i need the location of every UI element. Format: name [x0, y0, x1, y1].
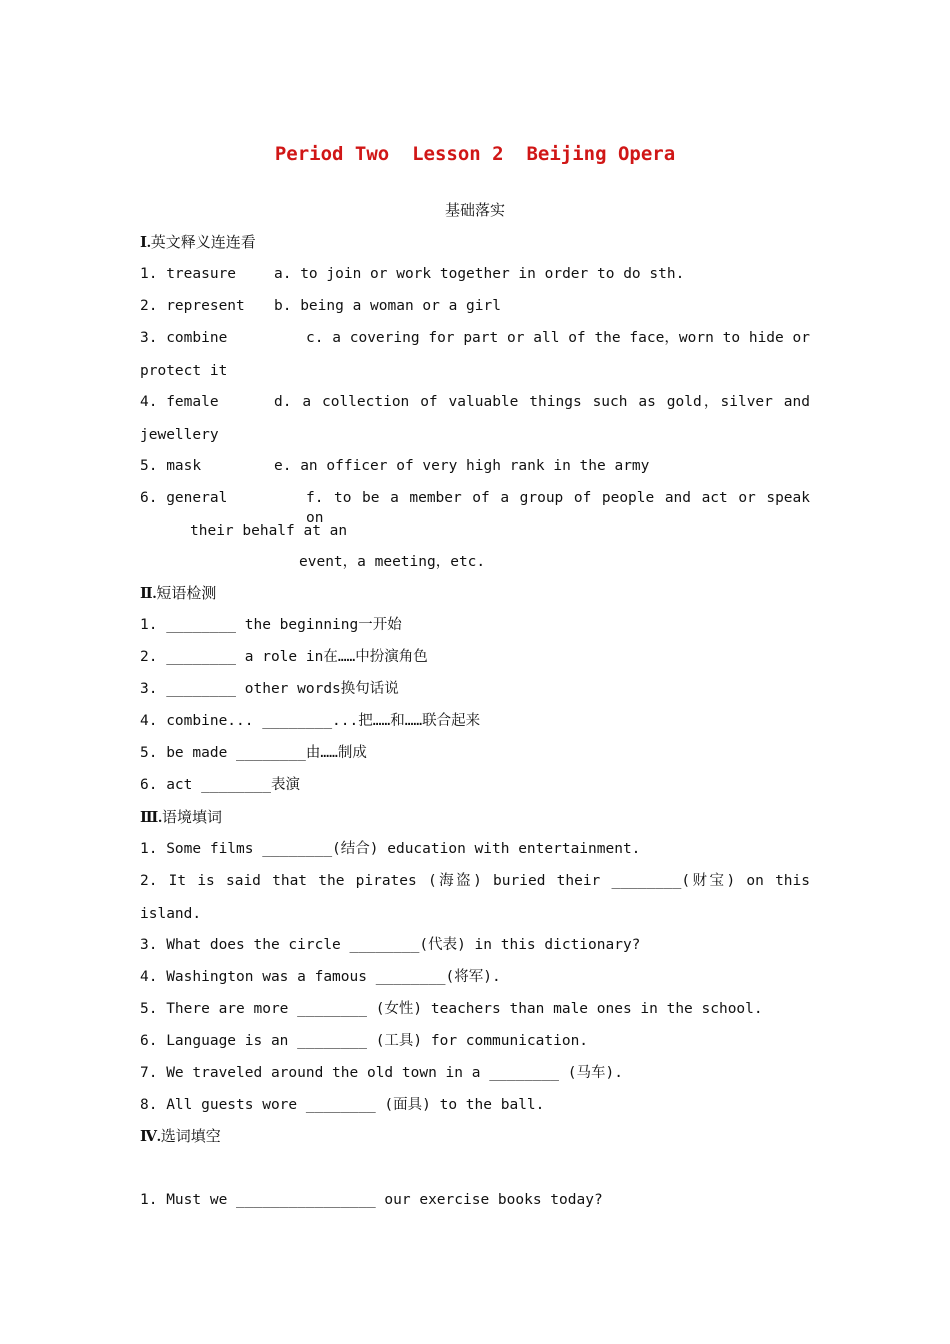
section-2-title: 短语检测 — [156, 584, 217, 602]
section-2-number: Ⅱ. — [140, 586, 157, 602]
section-4-heading — [140, 1126, 221, 1147]
word-6: 6. general — [140, 490, 228, 506]
section-3-heading — [140, 807, 222, 828]
definition-c-continued: protect it — [140, 363, 228, 379]
definition-b: b. being a woman or a girl — [274, 298, 501, 314]
section-1-heading — [140, 232, 256, 253]
phrase-item-4: 4. combine... ________...把……和……联合起来 — [140, 713, 481, 729]
phrase-item-3: 3. ________ other words换句话说 — [140, 681, 399, 697]
phrase-item-6: 6. act ________表演 — [140, 777, 300, 793]
section-2-heading — [140, 583, 216, 604]
page-title: Period Two Lesson 2 Beijing Opera — [274, 143, 676, 165]
definition-e: e. an officer of very high rank in the army — [274, 458, 650, 474]
definition-a: a. to join or work together in order to do sth. — [274, 266, 685, 282]
section-4-title: 选词填空 — [160, 1127, 221, 1145]
fill-item-3: 3. What does the circle ________(代表) in this dictionary? — [140, 937, 641, 953]
definition-f-continued-2: event，a meeting，etc. — [299, 554, 486, 570]
fill-item-1: 1. Some films ________(结合) education with entertainment. — [140, 841, 641, 857]
phrase-item-1: 1. ________ the beginning一开始 — [140, 617, 402, 633]
word-2: 2. represent — [140, 298, 245, 314]
fill-item-6: 6. Language is an ________ (工具) for communication. — [140, 1033, 589, 1049]
section-4-number: Ⅳ. — [140, 1129, 161, 1145]
phrase-item-2: 2. ________ a role in在……中扮演角色 — [140, 649, 428, 665]
fill-item-8: 8. All guests wore ________ (面具) to the ball. — [140, 1097, 545, 1113]
definition-d-continued: jewellery — [140, 427, 219, 443]
section-3-number: Ⅲ. — [140, 810, 163, 826]
word-5: 5. mask — [140, 458, 202, 474]
fill-item-2: 2. It is said that the pirates (海盗) buried their ________(财宝) on this — [140, 873, 810, 889]
section-1-number: Ⅰ. — [140, 235, 151, 251]
section-3-title: 语境填词 — [162, 808, 223, 826]
fill-item-2-continued: island. — [140, 906, 202, 922]
fill-item-5: 5. There are more ________ (女性) teachers than male ones in the school. — [140, 1001, 763, 1017]
word-1: 1. treasure — [140, 266, 237, 282]
phrase-item-5: 5. be made ________由……制成 — [140, 745, 367, 761]
fill-item-4: 4. Washington was a famous ________(将军). — [140, 969, 501, 985]
definition-c: c. a covering for part or all of the face，worn to hide or — [306, 330, 810, 346]
word-4: 4. female — [140, 394, 219, 410]
definition-f: f. to be a member of a group of people and act or speak on — [306, 490, 810, 526]
section-1-title: 英文释义连连看 — [150, 233, 256, 251]
choose-item-1: 1. Must we ________________ our exercise books today? — [140, 1192, 603, 1208]
fill-item-7: 7. We traveled around the old town in a ________ (马车). — [140, 1065, 623, 1081]
definition-f-continued-1: their behalf at an — [190, 523, 348, 539]
definition-d: d. a collection of valuable things such as gold，silver and — [274, 394, 810, 410]
section-subtitle: 基础落实 — [444, 201, 505, 219]
word-3: 3. combine — [140, 330, 228, 346]
